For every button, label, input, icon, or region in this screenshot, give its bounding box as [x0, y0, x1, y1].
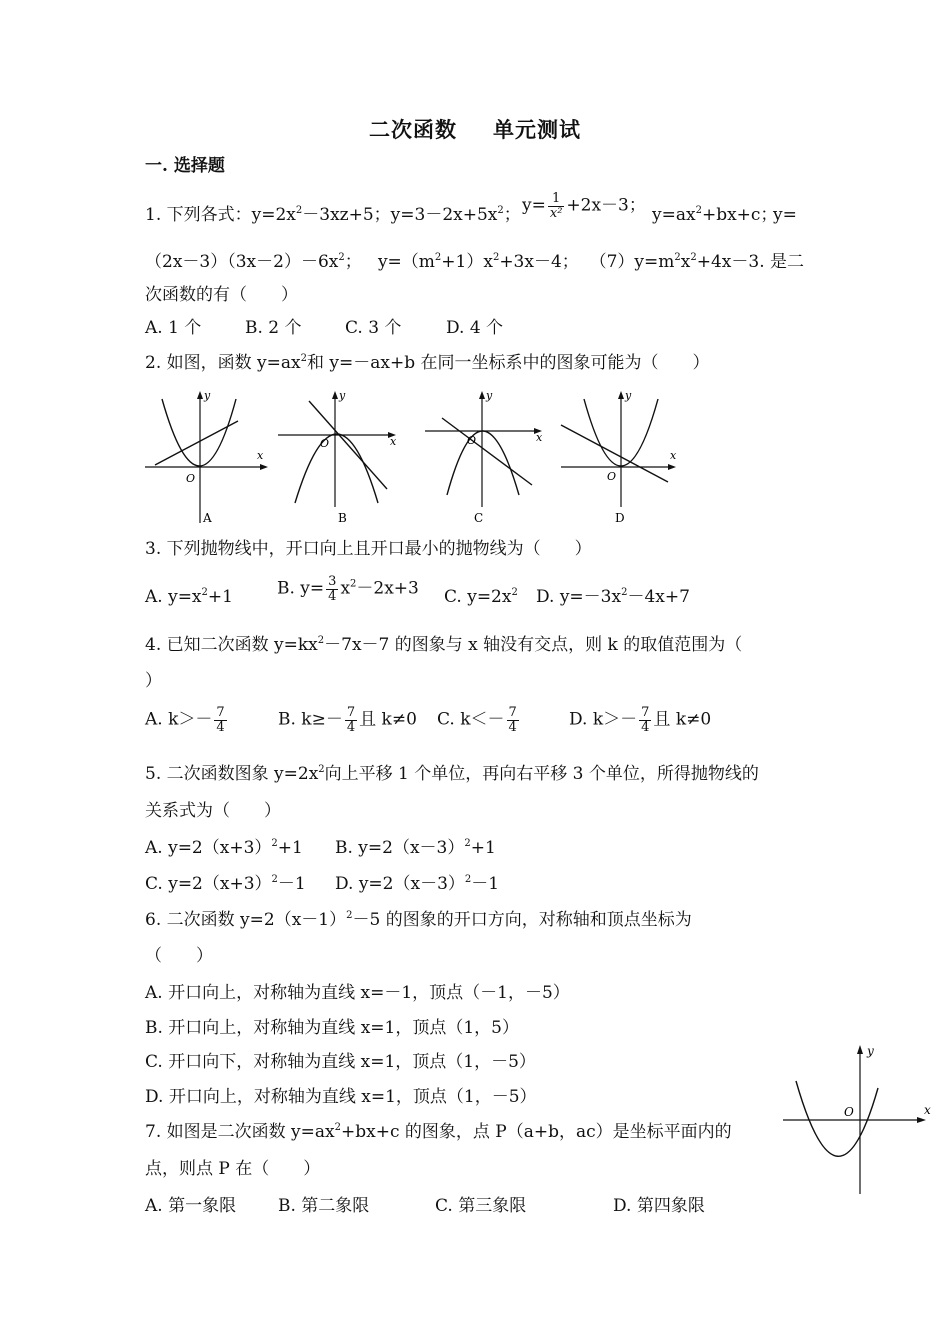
axis-x-label: x [924, 1103, 931, 1117]
q7-option-a: A. 第一象限 [145, 1196, 237, 1216]
axis-y-label: y [867, 1044, 874, 1058]
graph-label-a: A [203, 511, 212, 525]
q2-graph-a [140, 385, 280, 530]
q5-option-a: A. $y=2(x+3)^2+1$ [145, 838, 303, 858]
q1-option-a: A. 1 个 [145, 318, 202, 338]
q3-text: 3. 下列抛物线中，开口向上且开口最小的抛物线为（ ） [145, 539, 592, 559]
q2-graph-c [422, 385, 557, 530]
section-heading: 一. 选择题 [145, 156, 225, 176]
q7-graph [778, 1038, 938, 1200]
q2-graph-d [556, 385, 686, 530]
page-title [0, 119, 950, 140]
q6-option-b: B. 开口向上，对称轴为直线 x=1，顶点（1，5） [145, 1018, 519, 1038]
q1-line2: $(2x-3)(3x-2)-6x^2$； $y=(m^2+1)x^2+3x-4$； $(7)y=m^2x^2+4x-3$. 是二 [145, 252, 805, 272]
q3-option-a: A. $y=x^2+1$ [145, 587, 233, 607]
title-part1: 二次函数 [369, 117, 457, 142]
q6-option-c: C. 开口向下，对称轴为直线 x=1，顶点（1，－5） [145, 1052, 536, 1072]
q1-line1-end: y= [773, 205, 797, 225]
q2-graph-b [275, 385, 410, 530]
q5-text: 5. 二次函数图象 $y=2x^2$向上平移 1 个单位，再向右平移 3 个单位，所得抛物线的 [145, 764, 759, 784]
axis-y-label: y [339, 389, 346, 402]
q4-option-a: A. k＞－ $\frac{7}{4}$ [145, 705, 225, 735]
origin-label: O [320, 437, 330, 450]
title-part2: 单元测试 [493, 117, 581, 142]
axis-x-label: x [536, 431, 543, 444]
q1-line1-general: $y=ax^2+bx+c$； [652, 205, 778, 225]
axis-x-label: x [670, 449, 677, 462]
q2-text: 2. 如图，函数 $y=ax^2$和 y=－ax+b 在同一坐标系中的图象可能为（ ） [145, 353, 710, 373]
q5-text-end: 关系式为（ ） [145, 801, 281, 821]
q1-fraction-term: y= $\frac{1}{\text{x²}}$ +2x－3； [522, 191, 646, 221]
axis-y-label: y [486, 389, 493, 402]
q1-line1: 1. 下列各式：$y=2x^2-3xz+5$；$y=3-2x+5x^2$； [145, 205, 521, 225]
q5-option-b: B. $y=2(x-3)^2+1$ [335, 838, 496, 858]
q6-option-d: D. 开口向上，对称轴为直线 x=1，顶点（1，－5） [145, 1087, 537, 1107]
q7-option-b: B. 第二象限 [278, 1196, 370, 1216]
origin-label: O [467, 434, 477, 447]
q3-option-b: B. y= $\frac{3}{4}$ $x^2-2x+3$ [277, 574, 419, 604]
q5-option-c: C. $y=2(x+3)^2-1$ [145, 874, 306, 894]
q4-text-end: ） [145, 671, 162, 691]
q7-option-c: C. 第三象限 [435, 1196, 527, 1216]
q1-line3: 次函数的有（ ） [145, 285, 298, 305]
axis-y-label: y [204, 389, 211, 402]
origin-label: O [844, 1105, 854, 1119]
q3-option-d: D. $y=-3x^2-4x+7$ [536, 587, 690, 607]
q4-text: 4. 已知二次函数 $y=kx^2-7x-7$ 的图象与 x 轴没有交点，则 k 的取值范围为（ [145, 635, 743, 655]
q7-option-d: D. 第四象限 [613, 1196, 705, 1216]
q1-option-b: B. 2 个 [245, 318, 302, 338]
q4-option-c: C. k＜－ $\frac{7}{4}$ [437, 705, 517, 735]
q6-text: 6. 二次函数 $y=2(x-1)^2-5$ 的图象的开口方向，对称轴和顶点坐标为 [145, 910, 692, 930]
q7-text: 7. 如图是二次函数 $y=ax^2+bx+c$ 的图象，点 P（a+b，ac）是坐标平面内的 [145, 1122, 732, 1142]
q6-option-a: A. 开口向上，对称轴为直线 x=－1，顶点（－1，－5） [145, 983, 570, 1003]
graph-label-b: B [338, 511, 347, 525]
graph-label-c: C [474, 511, 484, 525]
graph-label-d: D [615, 511, 625, 525]
q5-option-d: D. $y=2(x-3)^2-1$ [335, 874, 500, 894]
q6-text-end: （ ） [145, 946, 213, 966]
axis-x-label: x [257, 449, 264, 462]
q7-text-end: 点，则点 P 在（ ） [145, 1159, 321, 1179]
q1-option-d: D. 4 个 [446, 318, 504, 338]
q3-option-c: C. $y=2x^2$ [444, 587, 518, 607]
q4-option-b: B. k≥－ $\frac{7}{4}$ 且 k≠0 [278, 705, 417, 735]
axis-y-label: y [625, 389, 632, 402]
q4-option-d: D. k＞－ $\frac{7}{4}$ 且 k≠0 [569, 705, 712, 735]
axis-x-label: x [390, 435, 397, 448]
q1-option-c: C. 3 个 [345, 318, 402, 338]
origin-label: O [607, 470, 617, 483]
origin-label: O [186, 472, 196, 485]
